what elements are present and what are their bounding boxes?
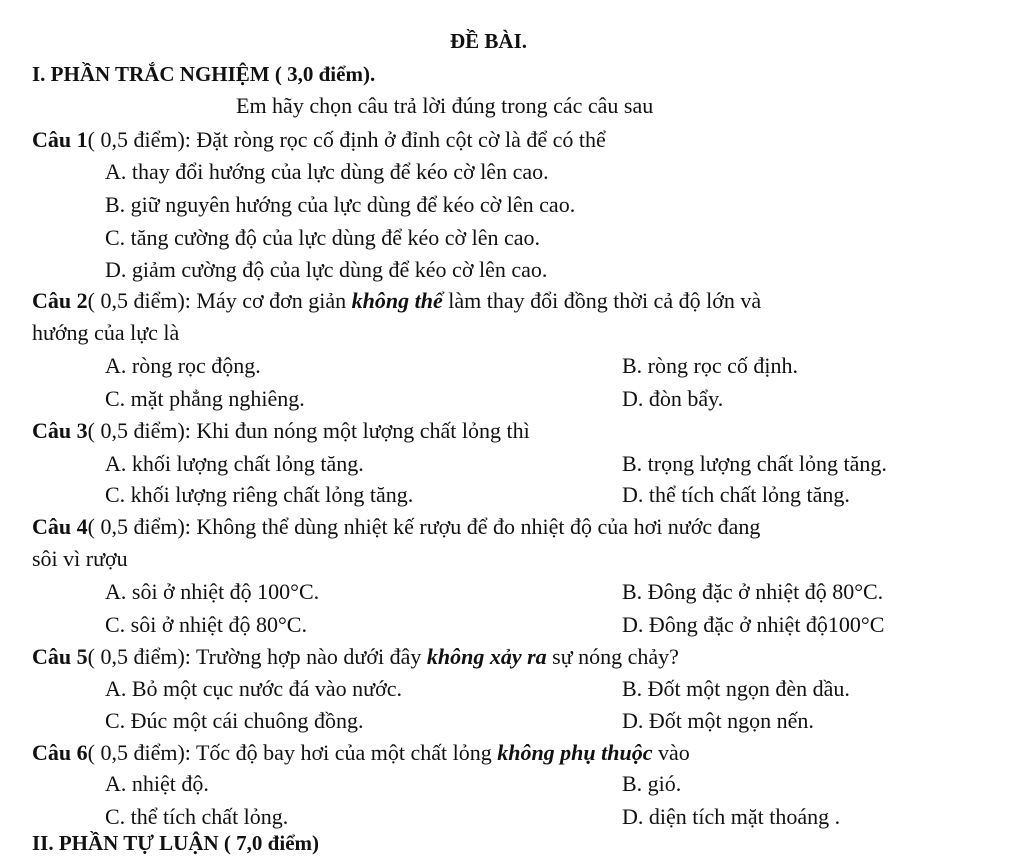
q5-option-b: B. Đốt một ngọn đèn dầu. xyxy=(622,676,850,701)
q5-option-c: C. Đúc một cái chuông đồng. xyxy=(105,708,364,733)
question-6 xyxy=(32,740,690,766)
q3-option-d: D. thể tích chất lỏng tăng. xyxy=(622,482,850,507)
q1-option-c: C. tăng cường độ của lực dùng để kéo cờ lên cao. xyxy=(105,225,541,250)
q1-option-a: A. thay đổi hướng của lực dùng để kéo cờ lên cao. xyxy=(105,159,549,184)
q6-option-a: A. nhiệt độ. xyxy=(105,771,209,796)
question-text: làm thay đổi đồng thời cả độ lớn và xyxy=(442,288,762,313)
q3-option-a: A. khối lượng chất lỏng tăng. xyxy=(105,451,364,476)
question-number: Câu 4 xyxy=(32,514,88,539)
question-number: Câu 3 xyxy=(32,418,88,443)
q4-option-a: A. sôi ở nhiệt độ 100°C. xyxy=(105,579,320,604)
question-4 xyxy=(32,514,760,540)
section-heading-multiple-choice: I. PHẦN TRẮC NGHIỆM ( 3,0 điểm). xyxy=(32,62,376,86)
q2-option-c: C. mặt phẳng nghiêng. xyxy=(105,386,305,411)
q3-option-b: B. trọng lượng chất lỏng tăng. xyxy=(622,451,887,476)
question-emphasis: không phụ thuộc xyxy=(497,740,653,765)
q1-option-b: B. giữ nguyên hướng của lực dùng để kéo cờ lên cao. xyxy=(105,192,576,217)
question-text: sự nóng chảy? xyxy=(546,644,679,669)
question-3 xyxy=(32,418,530,444)
question-number: Câu 6 xyxy=(32,740,88,765)
q1-option-d: D. giảm cường độ của lực dùng để kéo cờ lên cao. xyxy=(105,257,548,282)
question-text: ( 0,5 điểm): Không thể dùng nhiệt kế rượu để đo nhiệt độ của hơi nước đang xyxy=(87,514,761,539)
question-number: Câu 1 xyxy=(32,127,88,152)
q5-option-d: D. Đốt một ngọn nến. xyxy=(622,708,814,733)
q6-option-c: C. thể tích chất lỏng. xyxy=(105,804,289,829)
q6-option-d: D. diện tích mặt thoáng . xyxy=(622,804,841,829)
q4-option-c: C. sôi ở nhiệt độ 80°C. xyxy=(105,612,307,637)
question-text: ( 0,5 điểm): Máy cơ đơn giản xyxy=(87,288,352,313)
instruction-text: Em hãy chọn câu trả lời đúng trong các câu sau xyxy=(236,93,654,118)
question-text: ( 0,5 điểm): Khi đun nóng một lượng chất lỏng thì xyxy=(87,418,530,443)
question-text: vào xyxy=(652,740,690,765)
q6-option-b: B. gió. xyxy=(622,771,682,796)
q3-option-c: C. khối lượng riêng chất lỏng tăng. xyxy=(105,482,414,507)
question-number: Câu 2 xyxy=(32,288,88,313)
question-text: ( 0,5 điểm): Đặt ròng rọc cố định ở đỉnh cột cờ là để có thể xyxy=(87,127,606,152)
question-number: Câu 5 xyxy=(32,644,88,669)
q5-option-a: A. Bỏ một cục nước đá vào nước. xyxy=(105,676,402,701)
page-title: ĐỀ BÀI. xyxy=(450,29,528,53)
question-emphasis: không xảy ra xyxy=(426,644,547,669)
q2-option-b: B. ròng rọc cố định. xyxy=(622,353,798,378)
q4-option-b: B. Đông đặc ở nhiệt độ 80°C. xyxy=(622,579,884,604)
section-heading-essay: II. PHẦN TỰ LUẬN ( 7,0 điểm) xyxy=(32,831,319,855)
question-emphasis: không thể xyxy=(351,288,443,313)
q2-option-a: A. ròng rọc động. xyxy=(105,353,261,378)
q4-option-d: D. Đông đặc ở nhiệt độ100°C xyxy=(622,612,885,637)
question-5 xyxy=(32,644,679,670)
question-text: ( 0,5 điểm): Tốc độ bay hơi của một chất lỏng xyxy=(87,740,498,765)
q2-option-d: D. đòn bẩy. xyxy=(622,386,724,411)
question-1 xyxy=(32,127,606,153)
question-text: ( 0,5 điểm): Trường hợp nào dưới đây xyxy=(87,644,427,669)
question-2-continued: hướng của lực là xyxy=(32,320,180,345)
question-2 xyxy=(32,288,761,314)
question-4-continued: sôi vì rượu xyxy=(32,546,128,571)
